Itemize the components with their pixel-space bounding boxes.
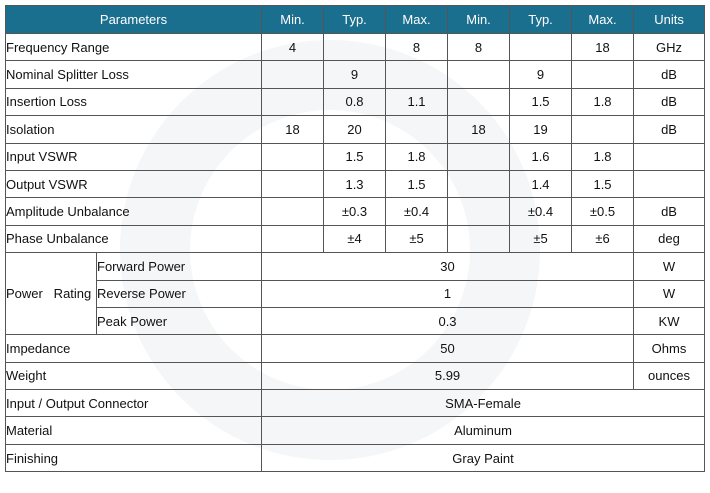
cell-value: 5.99 <box>262 362 634 389</box>
header-min-1: Min. <box>262 6 324 34</box>
cell-min-2 <box>448 143 510 170</box>
cell-unit: dB <box>634 88 705 115</box>
cell-max-1: 1.5 <box>386 170 448 197</box>
row-label: Finishing <box>6 444 262 471</box>
cell-value: SMA-Female <box>262 390 705 417</box>
table-row <box>6 362 705 389</box>
header-typ-2: Typ. <box>510 6 572 34</box>
cell-min-1 <box>262 61 324 88</box>
cell-typ-1: 9 <box>324 61 386 88</box>
cell-max-1: 1.8 <box>386 143 448 170</box>
row-label: Insertion Loss <box>6 88 262 115</box>
cell-typ-1: 20 <box>324 116 386 143</box>
cell-unit: dB <box>634 198 705 225</box>
cell-typ-2: 1.5 <box>510 88 572 115</box>
table-row <box>6 335 705 362</box>
header-min-2: Min. <box>448 6 510 34</box>
row-label: Input VSWR <box>6 143 262 170</box>
cell-value: Gray Paint <box>262 444 705 471</box>
row-label: Phase Unbalance <box>6 225 262 252</box>
cell-value: 1 <box>262 280 634 307</box>
table-row <box>6 417 705 444</box>
cell-min-2 <box>448 61 510 88</box>
cell-max-2: 1.5 <box>572 170 634 197</box>
header-max-1: Max. <box>386 6 448 34</box>
row-label: Weight <box>6 362 262 389</box>
cell-typ-1: 0.8 <box>324 88 386 115</box>
cell-unit: deg <box>634 225 705 252</box>
table-row <box>6 88 705 115</box>
row-label: Isolation <box>6 116 262 143</box>
cell-unit: Ohms <box>634 335 705 362</box>
cell-min-1: 4 <box>262 34 324 61</box>
cell-min-2 <box>448 198 510 225</box>
cell-max-1: 1.1 <box>386 88 448 115</box>
cell-min-1 <box>262 170 324 197</box>
row-label: Amplitude Unbalance <box>6 198 262 225</box>
row-label: Peak Power <box>97 307 262 334</box>
table-row <box>6 253 705 280</box>
cell-unit: KW <box>634 307 705 334</box>
header-typ-1: Typ. <box>324 6 386 34</box>
cell-min-2 <box>448 170 510 197</box>
cell-max-2: ±6 <box>572 225 634 252</box>
cell-min-2 <box>448 88 510 115</box>
cell-min-2: 8 <box>448 34 510 61</box>
cell-typ-1: 1.3 <box>324 170 386 197</box>
cell-unit: W <box>634 280 705 307</box>
cell-value: 50 <box>262 335 634 362</box>
header-row <box>6 6 705 34</box>
cell-typ-1: ±4 <box>324 225 386 252</box>
cell-typ-2: ±5 <box>510 225 572 252</box>
cell-value: 30 <box>262 253 634 280</box>
row-label: Frequency Range <box>6 34 262 61</box>
cell-max-1: ±0.4 <box>386 198 448 225</box>
cell-unit <box>634 170 705 197</box>
cell-typ-2: 1.6 <box>510 143 572 170</box>
cell-max-1 <box>386 116 448 143</box>
cell-max-1 <box>386 61 448 88</box>
row-label: Input / Output Connector <box>6 390 262 417</box>
power-rating-label: Power Rating <box>6 253 97 335</box>
table-row <box>6 143 705 170</box>
table-row <box>6 198 705 225</box>
table-row <box>6 225 705 252</box>
header-max-2: Max. <box>572 6 634 34</box>
cell-typ-1: ±0.3 <box>324 198 386 225</box>
cell-max-2: 18 <box>572 34 634 61</box>
cell-unit: GHz <box>634 34 705 61</box>
table-row <box>6 444 705 471</box>
table-row <box>6 390 705 417</box>
table-row <box>6 34 705 61</box>
cell-min-1 <box>262 143 324 170</box>
row-label: Output VSWR <box>6 170 262 197</box>
cell-min-2: 18 <box>448 116 510 143</box>
specifications-table <box>5 5 705 472</box>
cell-typ-1: 1.5 <box>324 143 386 170</box>
table-row <box>6 307 705 334</box>
cell-typ-2: 1.4 <box>510 170 572 197</box>
cell-typ-2: 9 <box>510 61 572 88</box>
header-units: Units <box>634 6 705 34</box>
row-label: Forward Power <box>97 253 262 280</box>
cell-max-2: 1.8 <box>572 143 634 170</box>
cell-max-2 <box>572 116 634 143</box>
table-row <box>6 116 705 143</box>
cell-unit: dB <box>634 61 705 88</box>
header-parameters: Parameters <box>6 6 262 34</box>
cell-max-2: ±0.5 <box>572 198 634 225</box>
cell-unit <box>634 143 705 170</box>
table-row <box>6 280 705 307</box>
row-label: Impedance <box>6 335 262 362</box>
cell-unit: dB <box>634 116 705 143</box>
row-label: Material <box>6 417 262 444</box>
cell-min-1: 18 <box>262 116 324 143</box>
cell-max-2 <box>572 61 634 88</box>
cell-value: 0.3 <box>262 307 634 334</box>
table-row <box>6 61 705 88</box>
cell-typ-1 <box>324 34 386 61</box>
cell-min-1 <box>262 88 324 115</box>
cell-typ-2 <box>510 34 572 61</box>
cell-max-1: ±5 <box>386 225 448 252</box>
cell-max-1: 8 <box>386 34 448 61</box>
cell-unit: W <box>634 253 705 280</box>
cell-min-2 <box>448 225 510 252</box>
cell-unit: ounces <box>634 362 705 389</box>
cell-typ-2: 19 <box>510 116 572 143</box>
cell-value: Aluminum <box>262 417 705 444</box>
cell-max-2: 1.8 <box>572 88 634 115</box>
cell-min-1 <box>262 225 324 252</box>
row-label: Nominal Splitter Loss <box>6 61 262 88</box>
table-row <box>6 170 705 197</box>
cell-typ-2: ±0.4 <box>510 198 572 225</box>
row-label: Reverse Power <box>97 280 262 307</box>
cell-min-1 <box>262 198 324 225</box>
